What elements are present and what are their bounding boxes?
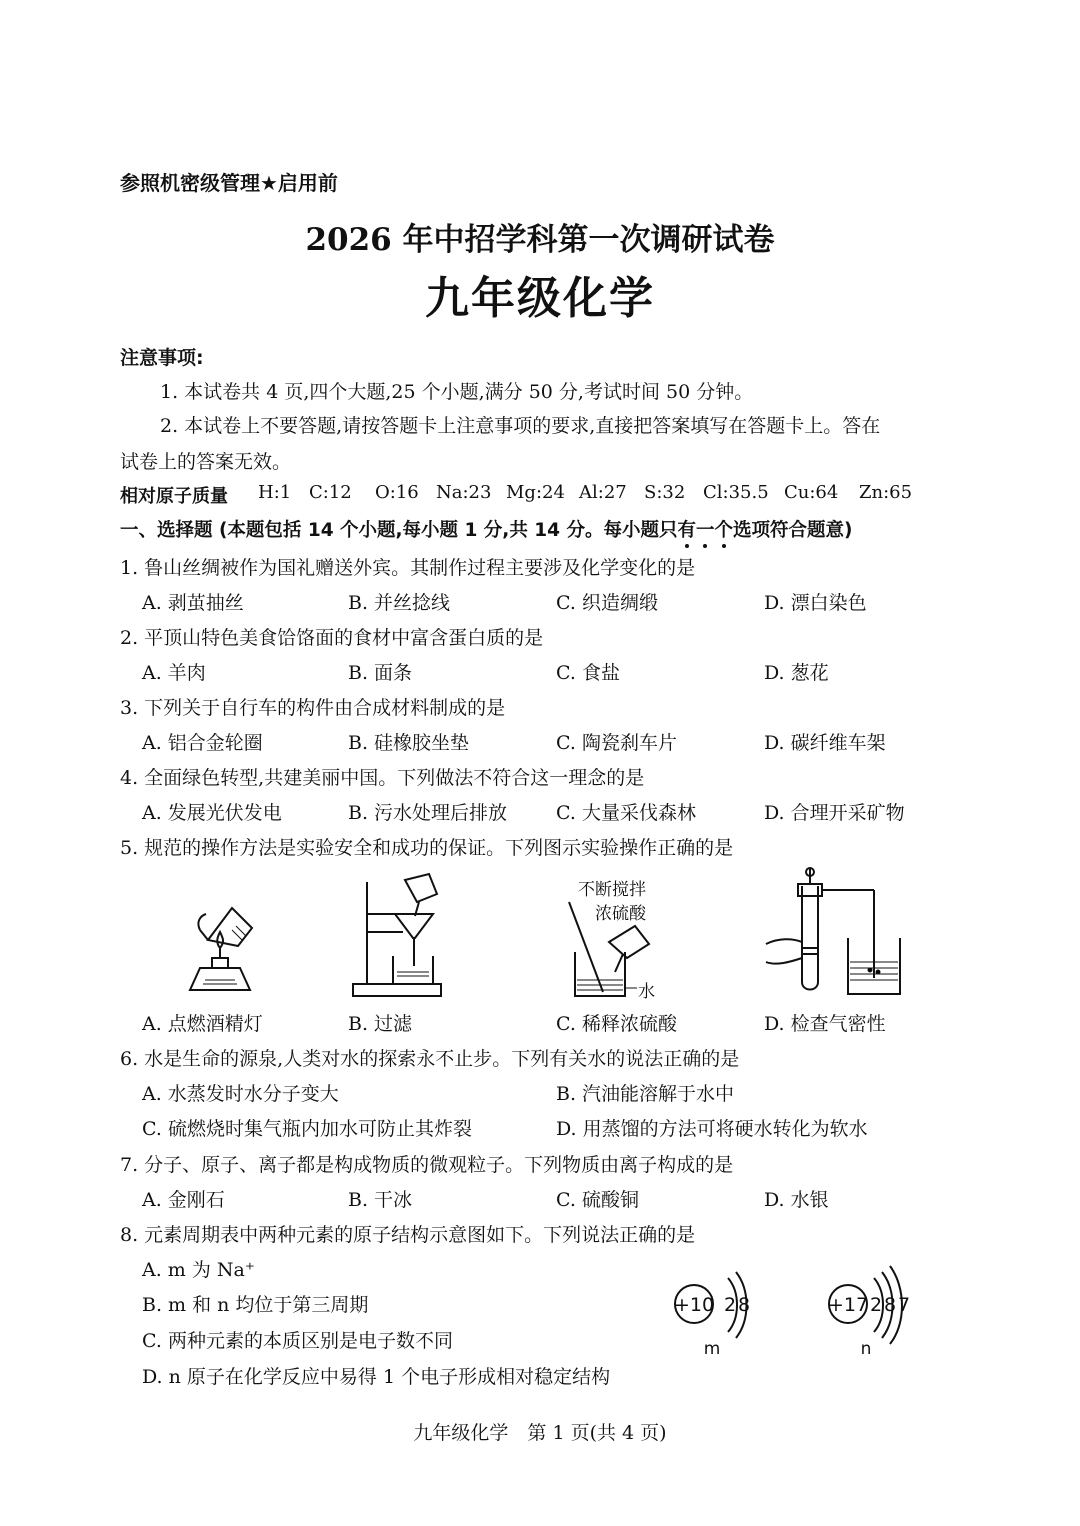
atomic-mass-al: Al:27 (579, 482, 627, 503)
question-7-option-b: B. 干冰 (348, 1189, 413, 1211)
exam-title: 2026 年中招学科第一次调研试卷 (305, 222, 775, 258)
emphasis-char-2: 一 (695, 520, 715, 541)
notes-item-1: 1. 本试卷共 4 页,四个大题,25 个小题,满分 50 分,考试时间 50 分钟。 (160, 381, 754, 403)
atom-m-shell-1-electrons: 2 (723, 1294, 737, 1316)
question-6-option-c: C. 硫燃烧时集气瓶内加水可防止其炸裂 (142, 1118, 472, 1140)
question-3-stem: 3. 下列关于自行车的构件由合成材料制成的是 (120, 697, 506, 719)
atomic-mass-s: S:32 (644, 482, 686, 503)
notes-item-2-line-1: 2. 本试卷上不要答题,请按答题卡上注意事项的要求,直接把答案填写在答题卡上。答在 (160, 415, 881, 437)
question-1-option-c: C. 织造绸缎 (556, 592, 658, 614)
figure-label-water: 水 (638, 982, 655, 1002)
question-5-option-c: C. 稀释浓硫酸 (556, 1013, 677, 1035)
atomic-mass-o: O:16 (375, 482, 419, 503)
atom-n-shell-3-electrons: 7 (897, 1294, 911, 1316)
emphasis-char-3: 个 (714, 520, 734, 541)
figure-filtration (345, 872, 455, 1002)
atom-m-label: m (703, 1339, 721, 1359)
section-1-heading-prefix: 一、选择题 (本题包括 14 个小题,每小题 1 分,共 14 分。每小题只 (120, 520, 678, 541)
question-4-option-c: C. 大量采伐森林 (556, 802, 696, 824)
question-4-option-a: A. 发展光伏发电 (142, 802, 282, 824)
question-8-option-d: D. n 原子在化学反应中易得 1 个电子形成相对稳定结构 (142, 1366, 611, 1388)
question-5-option-a: A. 点燃酒精灯 (142, 1013, 263, 1035)
atomic-mass-na: Na:23 (436, 482, 492, 503)
question-6-option-a: A. 水蒸发时水分子变大 (142, 1083, 339, 1105)
secrecy-label: 参照机密级管理★启用前 (120, 171, 338, 195)
question-5-stem: 5. 规范的操作方法是实验安全和成功的保证。下列图示实验操作正确的是 (120, 837, 734, 859)
question-1-option-b: B. 并丝捻线 (348, 592, 451, 614)
page-footer: 九年级化学 第 1 页(共 4 页) (413, 1422, 667, 1444)
question-2-option-d: D. 葱花 (764, 662, 829, 684)
atomic-mass-h: H:1 (258, 482, 292, 503)
question-6-option-b: B. 汽油能溶解于水中 (556, 1083, 735, 1105)
question-7-stem: 7. 分子、原子、离子都是构成物质的微观粒子。下列物质由离子构成的是 (120, 1154, 734, 1176)
question-2-option-c: C. 食盐 (556, 662, 620, 684)
figure-airtightness (762, 862, 912, 1002)
question-6-stem: 6. 水是生命的源泉,人类对水的探索永不止步。下列有关水的说法正确的是 (120, 1048, 740, 1070)
question-8-option-a: A. m 为 Na⁺ (142, 1259, 255, 1281)
atom-m-shell-2-electrons: 8 (737, 1294, 751, 1316)
question-2-option-a: A. 羊肉 (142, 662, 206, 684)
question-7-option-c: C. 硫酸铜 (556, 1189, 639, 1211)
section-1-heading-suffix: 选项符合题意) (733, 520, 853, 541)
question-6-option-d: D. 用蒸馏的方法可将硬水转化为软水 (556, 1118, 868, 1140)
atom-n-nucleus-charge: +17 (827, 1294, 869, 1316)
subject-title: 九年级化学 (425, 273, 655, 324)
question-5-option-b: B. 过滤 (348, 1013, 413, 1035)
atomic-mass-zn: Zn:65 (859, 482, 913, 503)
question-3-option-a: A. 铝合金轮圈 (142, 732, 263, 754)
atomic-mass-label: 相对原子质量 (120, 486, 228, 507)
question-4-option-b: B. 污水处理后排放 (348, 802, 508, 824)
question-8-stem: 8. 元素周期表中两种元素的原子结构示意图如下。下列说法正确的是 (120, 1224, 696, 1246)
question-2-option-b: B. 面条 (348, 662, 413, 684)
question-8-option-c: C. 两种元素的本质区别是电子数不同 (142, 1330, 453, 1352)
figure-label-stir: 不断搅拌 (578, 880, 646, 900)
question-1-stem: 1. 鲁山丝绸被作为国礼赠送外宾。其制作过程主要涉及化学变化的是 (120, 557, 696, 579)
question-1-option-a: A. 剥茧抽丝 (142, 592, 244, 614)
question-3-option-d: D. 碳纤维车架 (764, 732, 886, 754)
question-3-option-b: B. 硅橡胶坐垫 (348, 732, 470, 754)
atomic-mass-cl: Cl:35.5 (703, 482, 769, 503)
question-4-option-d: D. 合理开采矿物 (764, 802, 905, 824)
atomic-mass-mg: Mg:24 (506, 482, 565, 503)
question-3-option-c: C. 陶瓷刹车片 (556, 732, 677, 754)
atom-n-shell-2-electrons: 8 (883, 1294, 897, 1316)
atom-n-label: n (860, 1339, 872, 1359)
atomic-mass-c: C:12 (309, 482, 352, 503)
notes-heading: 注意事项: (120, 347, 204, 369)
atom-m-nucleus-charge: +10 (673, 1294, 715, 1316)
atom-n-shell-1-electrons: 2 (869, 1294, 883, 1316)
figure-alcohol-lamp (170, 900, 270, 1000)
question-8-option-b: B. m 和 n 均位于第三周期 (142, 1294, 369, 1316)
question-2-stem: 2. 平顶山特色美食饸饹面的食材中富含蛋白质的是 (120, 627, 544, 649)
atomic-mass-cu: Cu:64 (784, 482, 839, 503)
emphasis-char-1: 有 (677, 520, 696, 541)
section-1-heading (120, 516, 852, 542)
question-4-stem: 4. 全面绿色转型,共建美丽中国。下列做法不符合这一理念的是 (120, 767, 645, 789)
atomic-structure-diagrams (660, 1262, 920, 1362)
question-7-option-d: D. 水银 (764, 1189, 829, 1211)
figure-label-acid: 浓硫酸 (595, 904, 646, 924)
question-1-option-d: D. 漂白染色 (764, 592, 867, 614)
question-5-option-d: D. 检查气密性 (764, 1013, 886, 1035)
question-7-option-a: A. 金刚石 (142, 1189, 225, 1211)
notes-item-2-line-2: 试卷上的答案无效。 (120, 451, 292, 473)
